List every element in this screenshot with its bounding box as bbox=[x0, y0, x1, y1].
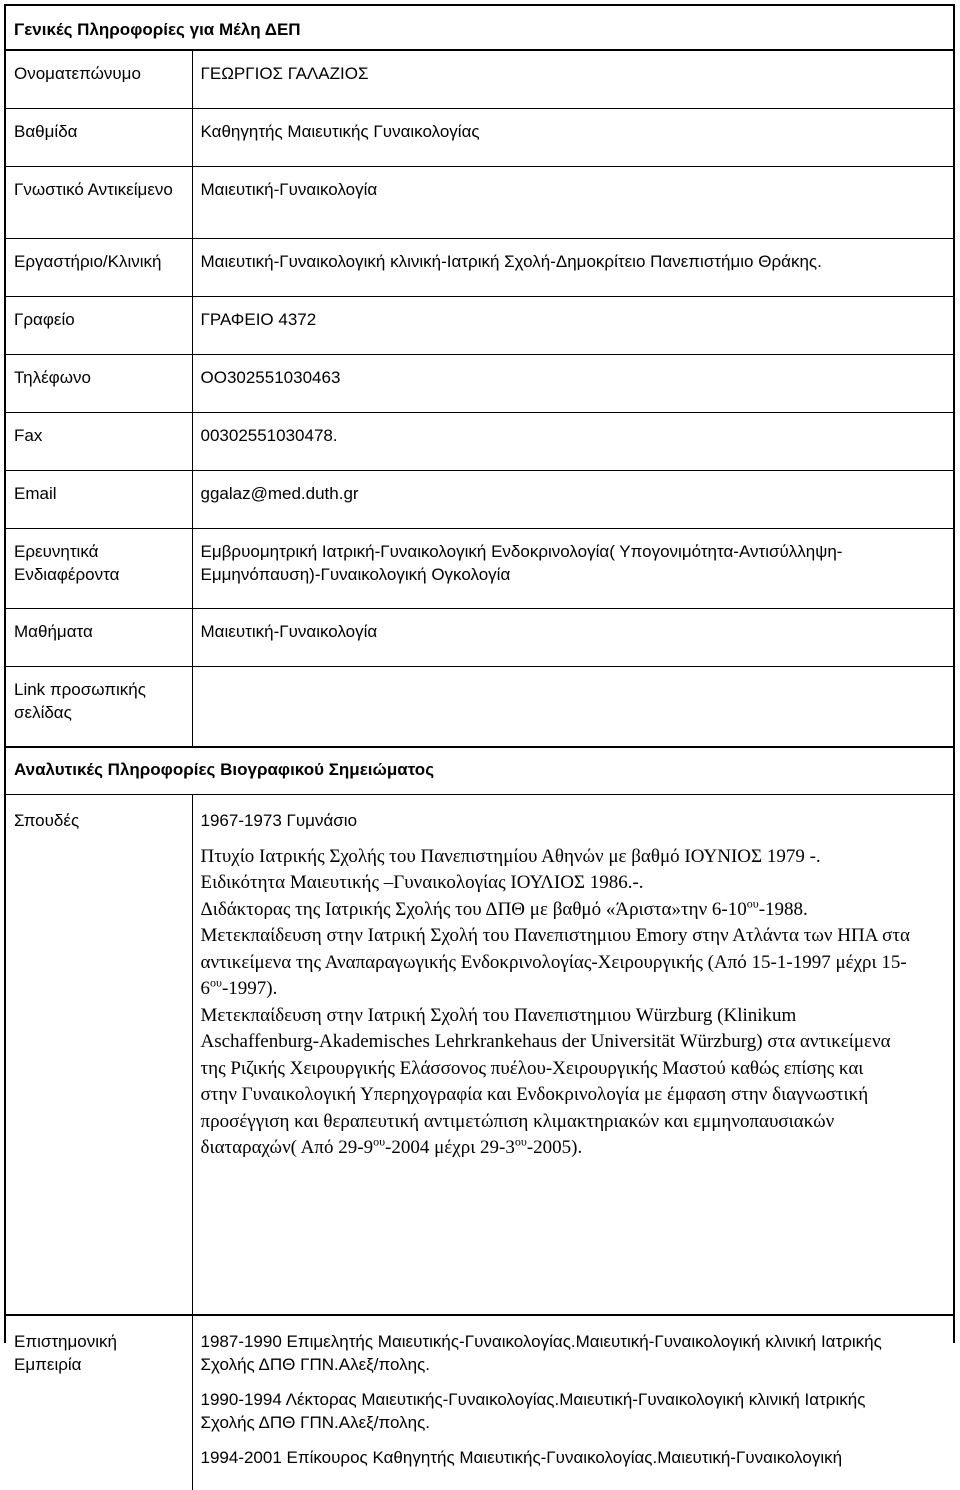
studies-degree: Πτυχίο Ιατρικής Σχολής του Πανεπιστημίου Αθηνών με βαθμό ΙΟΥΝΙΟΣ 1979 -. bbox=[200, 845, 821, 867]
studies-wurzburg: Μετεκπαίδευση στην Ιατρική Σχολή του Πανεπιστημιου Würzburg (Klinikum Aschaffenburg-Akademisches Lehrkrankehaus der Universität Würzburg) στα αντικείμενα της Ριζικής Χειρουργικής Ελάσσονος πυέλου-Χειρουργικής Μαστού καθώς επίσης και bbox=[200, 1004, 891, 1079]
research-label: Ερευνητικά Ενδιαφέροντα bbox=[6, 529, 192, 609]
cv-details-title: Αναλυτικές Πληροφορίες Βιογραφικού Σημειώματος bbox=[14, 760, 435, 779]
courses-value: Μαιευτική-Γυναικολογία bbox=[200, 622, 378, 641]
general-info-title: Γενικές Πληροφορίες για Μέλη ΔΕΠ bbox=[14, 20, 301, 39]
courses-label: Μαθήματα bbox=[6, 609, 192, 667]
studies-ultrasound: στην Γυναικολογική Υπερηχογραφία και Ενδοκρινολογία με έμφαση στην διαγνωστική προσέγγιση και θεραπευτική αντιμετώπιση κλιμακτηριακών και εμμηνοπαυσιακών διαταραχών( Από $29-9^{o\upsilon}-2004$ μέχρι $29-3^{o\upsilon}-2005$). bbox=[200, 1084, 869, 1158]
experience-item: 1987-1990 Επιμελητής Μαιευτικής-Γυναικολογίας.Μαιευτική-Γυναικολογική κλινική Ιατρικής Σχολής ΔΠΘ ΓΠΝ.Αλεξ/πολης. bbox=[200, 1331, 882, 1374]
fax-value: 00302551030478. bbox=[200, 426, 338, 445]
email-value[interactable]: ggalaz@med.duth.gr bbox=[200, 484, 359, 503]
experience-item: 1990-1994 Λέκτορας Μαιευτικής-Γυναικολογίας.Μαιευτική-Γυναικολογική κλινική Ιατρικής Σχολής ΔΠΘ ΓΠΝ.Αλεξ/πολης. bbox=[200, 1389, 866, 1432]
phone-label: Τηλέφωνο bbox=[6, 355, 192, 413]
subject-label: Γνωστικό Αντικείμενο bbox=[6, 167, 192, 239]
link-value[interactable] bbox=[192, 667, 953, 748]
studies-label: Σπουδές bbox=[6, 794, 192, 1315]
experience-label: Επιστημονική Εμπειρία bbox=[6, 1315, 192, 1490]
rank-label: Βαθμίδα bbox=[6, 109, 192, 167]
name-label: Ονοματεπώνυμο bbox=[6, 50, 192, 109]
phone-value: ΟΟ302551030463 bbox=[200, 368, 341, 387]
name-value: ΓΕΩΡΓΙΟΣ ΓΑΛΑΖΙΟΣ bbox=[200, 64, 369, 83]
studies-doctorate: Διδάκτορας της Ιατρικής Σχολής του ΔΠΘ με βαθμό «Άριστα»την $6-10^{o\upsilon}-1988$. bbox=[200, 896, 808, 920]
studies-emory: Μετεκπαίδευση στην Ιατρική Σχολή του Πανεπιστημιου Emory στην Ατλάντα των ΗΠΑ στα αντικείμενα της Αναπαραγωγικής Ενδοκρινολογίας-Χειρουργικής (Από 15-1-1997 μέχρι $15-6^{o\upsilon}-1997$). bbox=[200, 925, 910, 999]
studies-specialty: Ειδικότητα Μαιευτικής –Γυναικολογίας ΙΟΥΛΙΟΣ 1986.-. bbox=[200, 872, 644, 893]
general-info-table bbox=[6, 6, 953, 748]
office-label: Γραφείο bbox=[6, 297, 192, 355]
lab-value: Μαιευτική-Γυναικολογική κλινική-Ιατρική Σχολή-Δημοκρίτειο Πανεπιστήμιο Θράκης. bbox=[200, 252, 822, 271]
cv-document bbox=[4, 4, 955, 1467]
experience-item: 1994-2001 Επίκουρος Καθηγητής Μαιευτικής-Γυναικολογίας.Μαιευτική-Γυναικολογική bbox=[200, 1447, 843, 1467]
lab-label: Εργαστήριο/Κλινική bbox=[6, 239, 192, 297]
fax-label: Fax bbox=[6, 413, 192, 471]
link-label: Link προσωπικής σελίδας bbox=[6, 667, 192, 748]
cv-details-table bbox=[6, 748, 953, 1490]
subject-value: Μαιευτική-Γυναικολογία bbox=[200, 180, 378, 199]
studies-text bbox=[201, 844, 914, 1162]
experience-content bbox=[192, 1315, 953, 1490]
research-value: Εμβρυομητρική Ιατρική-Γυναικολογική Ενδοκρινολογία( Υπογονιμότητα-Αντισύλληψη-Εμμηνόπαυση)-Γυναικολογική Ογκολογία bbox=[200, 542, 843, 584]
studies-gymnasium: 1967-1973 Γυμνάσιο bbox=[200, 810, 358, 830]
office-value: ΓΡΑΦΕΙΟ 4372 bbox=[200, 310, 317, 329]
studies-content bbox=[192, 794, 953, 1315]
email-label: Email bbox=[6, 471, 192, 529]
rank-value: Καθηγητής Μαιευτικής Γυναικολογίας bbox=[200, 122, 480, 141]
